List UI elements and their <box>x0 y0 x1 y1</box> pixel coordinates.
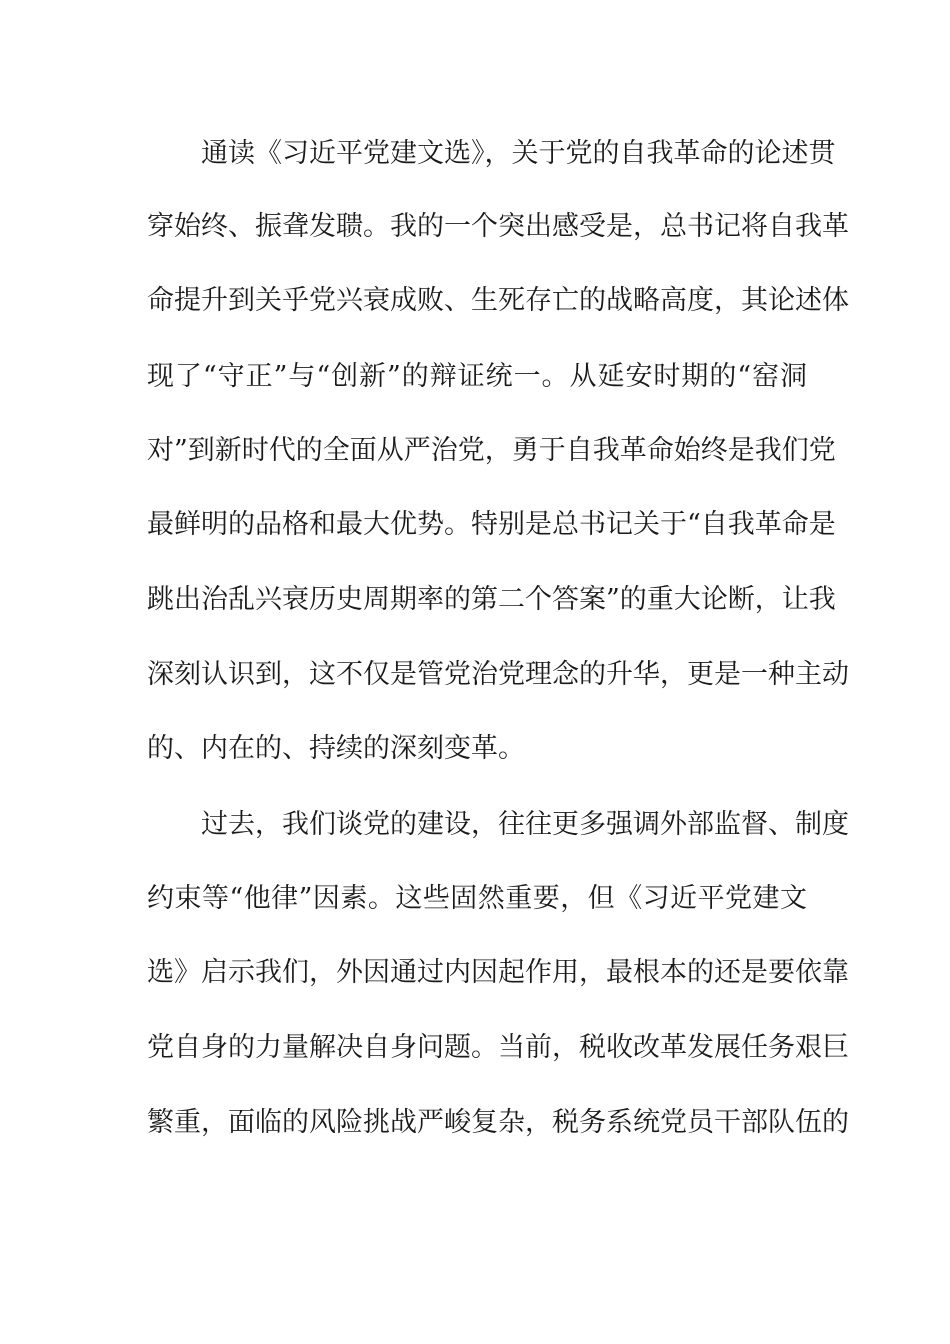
text-line: 穿始终、振聋发聩。我的一个突出感受是，总书记将自我革 <box>147 211 849 242</box>
text-line: 通读《习近平党建文选》，关于党的自我革命的论述贯 <box>201 138 836 169</box>
text-line: 深刻认识到，这不仅是管党治党理念的升华，更是一种主动 <box>147 659 849 690</box>
text-line: 对”到新时代的全面从严治党，勇于自我革命始终是我们党 <box>147 435 836 466</box>
text-line: 党自身的力量解决自身问题。当前，税收改革发展任务艰巨 <box>147 1032 849 1063</box>
text-line: 命提升到关乎党兴衰成败、生死存亡的战略高度，其论述体 <box>147 285 849 316</box>
text-line: 过去，我们谈党的建设，往往更多强调外部监督、制度 <box>201 809 849 840</box>
text-line: 跳出治乱兴衰历史周期率的第二个答案”的重大论断，让我 <box>147 584 836 615</box>
text-line: 约束等“他律”因素。这些固然重要，但《习近平党建文 <box>147 883 807 914</box>
text-line: 的、内在的、持续的深刻变革。 <box>147 733 525 764</box>
text-line: 现了“守正”与“创新”的辩证统一。从延安时期的“窑洞 <box>147 361 807 392</box>
text-line: 繁重，面临的风险挑战严峻复杂，税务系统党员干部队伍的 <box>147 1107 849 1138</box>
text-line: 最鲜明的品格和最大优势。特别是总书记关于“自我革命是 <box>147 509 836 540</box>
text-line: 选》启示我们，外因通过内因起作用，最根本的还是要依靠 <box>147 957 849 988</box>
